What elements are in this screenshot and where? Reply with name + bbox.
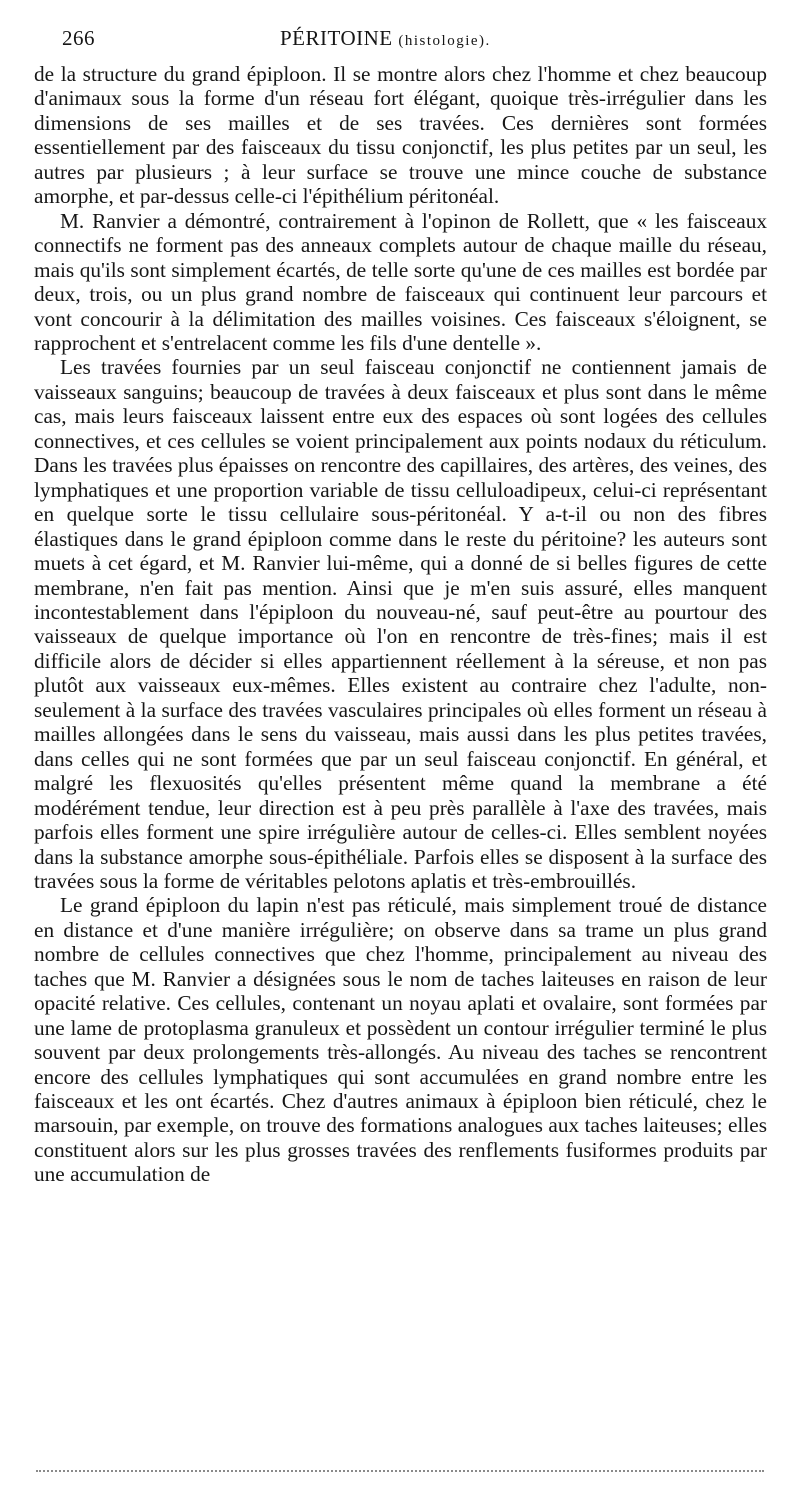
header-section: (histologie). — [398, 33, 491, 49]
running-title — [280, 26, 491, 51]
footer-dotted-rule — [36, 1470, 764, 1472]
paragraph-continuation: de la structure du grand épiploon. Il se montre alors chez l'homme et chez beaucoup d'animaux sous la forme d'un réseau fort élégant, quoique très-irrégulier dans les dimensions de ses mailles et de ses travées. Ces dernières sont formées essentiellement par des faisceaux du tissu conjonctif, les plus petites par un seul, les autres par plusieurs ; à leur surface se trouve une mince couche de substance amorphe, et par-dessus celle-ci l'épithélium péritonéal. — [34, 62, 767, 209]
book-page — [34, 26, 767, 1187]
header-title: PÉRITOINE — [280, 26, 393, 50]
paragraph-travees: Les travées fournies par un seul faisceau conjonctif ne contiennent jamais de vaisseaux sanguins; beaucoup de travées à deux faisceaux et plus sont dans le même cas, mais leurs faisceaux laissent entre eux des espaces où sont logées des cellules connectives, et ces cellules se voient principalement aux points nodaux du réticulum. Dans les travées plus épaisses on rencontre des capillaires, des artères, des veines, des lymphatiques et une proportion variable de tissu celluloadipeux, celui-ci représentant en quelque sorte le tissu cellulaire sous-péritonéal. Y a-t-il ou non des fibres élastiques dans le grand épiploon comme dans le reste du péritoine? les auteurs sont muets à cet égard, et M. Ranvier lui-même, qui a donné de si belles figures de cette membrane, n'en fait pas mention. Ainsi que je m'en suis assuré, elles manquent incontestablement dans l'épiploon du nouveau-né, sauf peut-être au pourtour des vaisseaux de quelque importance où l'on en rencontre de très-fines; mais il est difficile alors de décider si elles appartiennent réellement à la séreuse, et non pas plutôt aux vaisseaux eux-mêmes. Elles existent au contraire chez l'adulte, non-seulement à la surface des travées vasculaires principales où elles forment un réseau à mailles allongées dans le sens du vaisseau, mais aussi dans les plus petites travées, dans celles qui ne sont formées que par un seul faisceau conjonctif. En général, et malgré les flexuosités qu'elles présentent même quand la membrane a été modérément tendue, leur direction est à peu près parallèle à l'axe des travées, mais parfois elles forment une spire irrégulière autour de celles-ci. Elles semblent noyées dans la substance amorphe sous-épithéliale. Parfois elles se disposent à la surface des travées sous la forme de véritables pelotons aplatis et très-embrouillés. — [34, 355, 767, 893]
paragraph-ranvier: M. Ranvier a démontré, contrairement à l'opinon de Rollett, que « les faisceaux connectifs ne forment pas des anneaux complets autour de chaque maille du réseau, mais qu'ils sont simplement écartés, de telle sorte qu'une de ces mailles est bordée par deux, trois, ou un plus grand nombre de faisceaux qui continuent leur parcours et vont concourir à la délimitation des mailles voisines. Ces faisceaux s'éloignent, se rapprochent et s'entrelacent comme les fils d'une dentelle ». — [34, 208, 767, 355]
paragraph-lapin: Le grand épiploon du lapin n'est pas réticulé, mais simplement troué de distance en distance et d'une manière irrégulière; on observe dans sa trame un plus grand nombre de cellules connectives que chez l'homme, principalement au niveau des taches que M. Ranvier a désignées sous le nom de taches laiteuses en raison de leur opacité relative. Ces cellules, contenant un noyau aplati et ovalaire, sont formées par une lame de protoplasma granuleux et possèdent un contour irrégulier terminé le plus souvent par deux prolongements très-allongés. Au niveau des taches se rencontrent encore des cellules lymphatiques qui sont accumulées en grand nombre entre les faisceaux et les ont écartés. Chez d'autres animaux à épiploon bien réticulé, chez le marsouin, par exemple, on trouve des formations analogues aux taches laiteuses; elles constituent alors sur les plus grosses travées des renflements fusiformes produits par une accumulation de — [34, 893, 767, 1187]
page-number: 266 — [62, 26, 95, 50]
running-header — [34, 26, 767, 62]
body-text — [34, 62, 767, 1187]
